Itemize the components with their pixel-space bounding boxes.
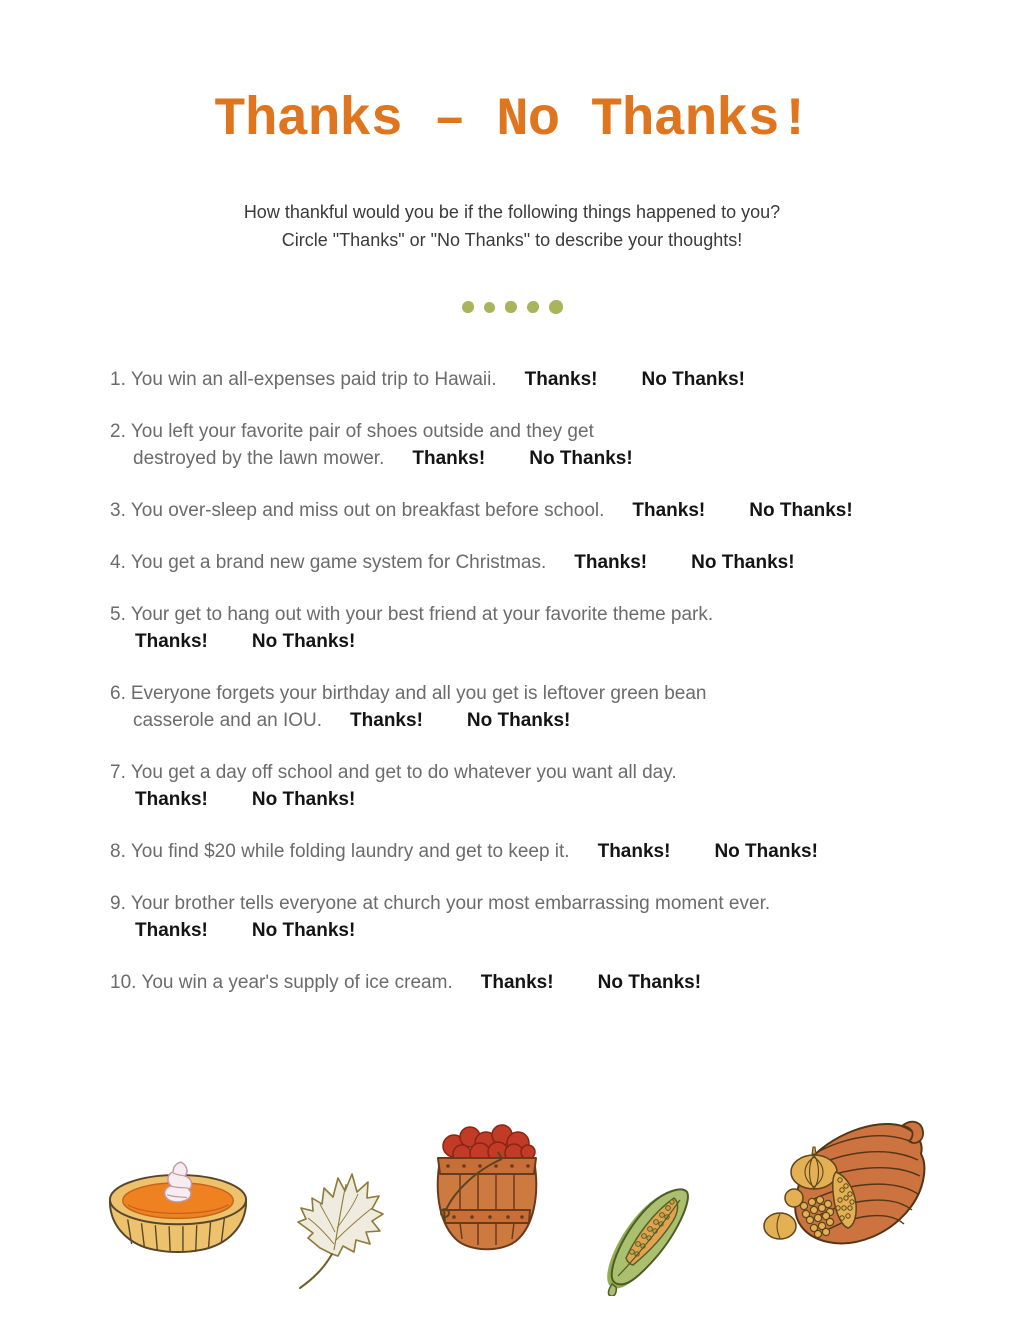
question-item bbox=[110, 890, 984, 944]
cranberry-basket-illustration bbox=[428, 1122, 546, 1256]
question-number: 8. bbox=[110, 841, 126, 863]
question-line bbox=[110, 549, 984, 576]
divider-dot bbox=[505, 301, 517, 313]
no-thanks-option[interactable]: No Thanks! bbox=[749, 500, 853, 522]
answer-options bbox=[133, 920, 355, 941]
thanks-option[interactable]: Thanks! bbox=[524, 369, 598, 391]
question-number: 2. bbox=[110, 421, 126, 443]
thanks-option[interactable]: Thanks! bbox=[135, 789, 208, 811]
answer-options bbox=[133, 789, 355, 810]
subtitle bbox=[0, 198, 1024, 254]
answer-options bbox=[133, 631, 355, 652]
question-line bbox=[110, 680, 984, 707]
question-text: You find $20 while folding laundry and get to keep it. bbox=[130, 841, 570, 863]
no-thanks-option[interactable]: No Thanks! bbox=[714, 841, 818, 863]
question-number: 10. bbox=[110, 972, 137, 994]
question-item bbox=[110, 759, 984, 813]
question-text: You win a year's supply of ice cream. bbox=[141, 972, 453, 994]
question-item bbox=[110, 366, 984, 393]
thanks-option[interactable]: Thanks! bbox=[350, 710, 423, 732]
answer-options bbox=[497, 369, 745, 390]
question-line bbox=[110, 497, 984, 524]
cornucopia-illustration bbox=[754, 1114, 926, 1260]
divider-dot bbox=[549, 300, 563, 314]
question-line bbox=[110, 890, 984, 917]
question-item bbox=[110, 969, 984, 996]
maple-leaf-illustration bbox=[286, 1166, 386, 1291]
subtitle-line-2: Circle "Thanks" or "No Thanks" to describe your thoughts! bbox=[281, 230, 743, 251]
no-thanks-option[interactable]: No Thanks! bbox=[641, 369, 745, 391]
question-number: 5. bbox=[110, 604, 126, 626]
question-text: You win an all-expenses paid trip to Hawaii. bbox=[130, 369, 497, 391]
question-text: Your brother tells everyone at church your most embarrassing moment ever. bbox=[130, 893, 771, 915]
thanks-option[interactable]: Thanks! bbox=[597, 841, 671, 863]
subtitle-line-1: How thankful would you be if the following things happened to you? bbox=[243, 202, 781, 223]
question-item bbox=[110, 418, 984, 472]
question-text: Everyone forgets your birthday and all you get is leftover green bean bbox=[130, 683, 707, 705]
footer-illustrations bbox=[0, 1100, 1024, 1325]
question-line bbox=[110, 445, 984, 472]
no-thanks-option[interactable]: No Thanks! bbox=[466, 710, 571, 732]
dot-divider bbox=[0, 300, 1024, 314]
pumpkin-pie-illustration bbox=[104, 1160, 252, 1254]
thanks-option[interactable]: Thanks! bbox=[412, 448, 486, 470]
no-thanks-option[interactable]: No Thanks! bbox=[251, 789, 356, 811]
question-number: 1. bbox=[110, 369, 126, 391]
answer-options bbox=[384, 448, 632, 469]
question-line bbox=[110, 601, 984, 628]
answer-options bbox=[570, 841, 818, 862]
question-text: You get a brand new game system for Christmas. bbox=[130, 552, 547, 574]
question-text: casserole and an IOU. bbox=[133, 710, 323, 732]
corn-cob-illustration bbox=[598, 1184, 702, 1296]
question-number: 4. bbox=[110, 552, 126, 574]
thanks-option[interactable]: Thanks! bbox=[574, 552, 648, 574]
thanks-option[interactable]: Thanks! bbox=[135, 920, 208, 942]
question-item bbox=[110, 838, 984, 865]
question-number: 9. bbox=[110, 893, 126, 915]
divider-dot bbox=[462, 301, 474, 313]
no-thanks-option[interactable]: No Thanks! bbox=[251, 920, 356, 942]
page-title: Thanks – No Thanks! bbox=[213, 90, 811, 151]
question-number: 3. bbox=[110, 500, 126, 522]
question-text: You get a day off school and get to do whatever you want all day. bbox=[130, 762, 677, 784]
question-line bbox=[110, 759, 984, 786]
question-text: You over-sleep and miss out on breakfast before school. bbox=[130, 500, 605, 522]
question-options-line bbox=[110, 917, 984, 944]
divider-dot bbox=[484, 302, 495, 313]
question-item bbox=[110, 680, 984, 734]
question-line bbox=[110, 418, 984, 445]
question-options-line bbox=[110, 628, 984, 655]
answer-options bbox=[322, 710, 570, 731]
question-item bbox=[110, 601, 984, 655]
question-line bbox=[110, 969, 984, 996]
question-number: 6. bbox=[110, 683, 126, 705]
answer-options bbox=[546, 552, 794, 573]
question-options-line bbox=[110, 786, 984, 813]
question-item bbox=[110, 497, 984, 524]
thanks-option[interactable]: Thanks! bbox=[135, 631, 208, 653]
question-text: Your get to hang out with your best friend at your favorite theme park. bbox=[130, 604, 714, 626]
thanks-option[interactable]: Thanks! bbox=[480, 972, 554, 994]
no-thanks-option[interactable]: No Thanks! bbox=[251, 631, 356, 653]
divider-dot bbox=[527, 301, 539, 313]
no-thanks-option[interactable]: No Thanks! bbox=[529, 448, 633, 470]
question-line bbox=[110, 838, 984, 865]
question-text: You left your favorite pair of shoes outside and they get bbox=[130, 421, 594, 443]
question-line bbox=[110, 707, 984, 734]
question-number: 7. bbox=[110, 762, 126, 784]
question-text: destroyed by the lawn mower. bbox=[133, 448, 385, 470]
thanks-option[interactable]: Thanks! bbox=[632, 500, 706, 522]
answer-options bbox=[453, 972, 701, 993]
no-thanks-option[interactable]: No Thanks! bbox=[691, 552, 795, 574]
question-line bbox=[110, 366, 984, 393]
question-list bbox=[110, 366, 984, 996]
question-item bbox=[110, 549, 984, 576]
no-thanks-option[interactable]: No Thanks! bbox=[597, 972, 702, 994]
answer-options bbox=[604, 500, 852, 521]
